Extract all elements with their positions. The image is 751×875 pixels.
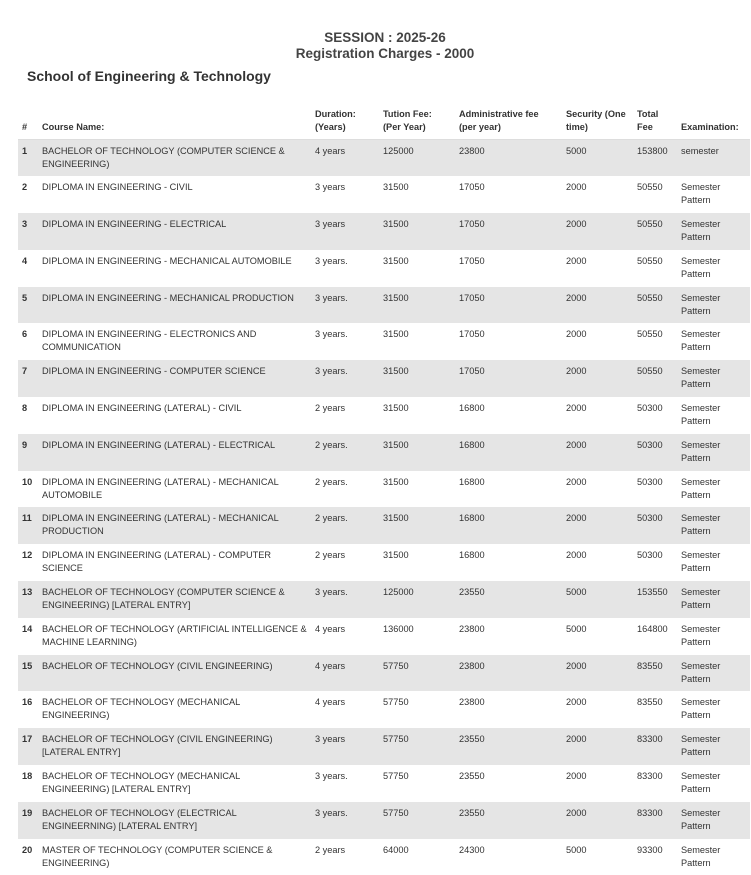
cell-exam: Semester Pattern: [681, 476, 721, 500]
cell-total: 50300: [637, 403, 663, 414]
cell-course: BACHELOR OF TECHNOLOGY (COMPUTER SCIENCE & ENGINEERING) [LATERAL ENTRY]: [42, 587, 285, 611]
col-header-admin: Administrative fee (per year): [455, 104, 562, 140]
cell-security: 2000: [566, 734, 587, 745]
cell-admin: 16800: [459, 439, 485, 450]
table-row: [18, 360, 750, 397]
cell-total: 83550: [637, 660, 663, 671]
cell-tuition: 31500: [383, 550, 409, 561]
cell-total: 50550: [637, 219, 663, 230]
cell-duration: 4 years: [315, 623, 346, 634]
cell-num: 16: [22, 697, 33, 708]
table-row: [18, 213, 750, 250]
cell-admin: 23800: [459, 660, 485, 671]
cell-admin: 23800: [459, 623, 485, 634]
cell-exam: Semester Pattern: [681, 219, 721, 243]
cell-admin: 17050: [459, 366, 485, 377]
cell-num: 5: [22, 292, 28, 303]
cell-exam: Semester Pattern: [681, 697, 721, 721]
cell-admin: 24300: [459, 844, 485, 855]
cell-course: DIPLOMA IN ENGINEERING - COMPUTER SCIENCE: [42, 366, 266, 377]
table-row: [18, 250, 750, 287]
cell-exam: Semester Pattern: [681, 734, 721, 758]
cell-tuition: 31500: [383, 292, 409, 303]
cell-duration: 3 years.: [315, 587, 348, 598]
cell-tuition: 31500: [383, 476, 409, 487]
cell-tuition: 31500: [383, 366, 409, 377]
cell-total: 50300: [637, 550, 663, 561]
cell-admin: 17050: [459, 255, 485, 266]
cell-num: 14: [22, 623, 33, 634]
cell-total: 83300: [637, 734, 663, 745]
cell-num: 10: [22, 476, 33, 487]
cell-tuition: 136000: [383, 623, 414, 634]
cell-course: DIPLOMA IN ENGINEERING (LATERAL) - MECHANICAL AUTOMOBILE: [42, 476, 279, 500]
cell-course: DIPLOMA IN ENGINEERING - ELECTRICAL: [42, 219, 227, 230]
cell-total: 50550: [637, 366, 663, 377]
cell-tuition: 31500: [383, 182, 409, 193]
cell-exam: Semester Pattern: [681, 182, 721, 206]
cell-admin: 16800: [459, 513, 485, 524]
cell-duration: 3 years.: [315, 255, 348, 266]
cell-security: 5000: [566, 146, 587, 156]
fee-table: [18, 104, 750, 875]
cell-exam: Semester Pattern: [681, 844, 721, 868]
cell-security: 5000: [566, 623, 587, 634]
cell-num: 20: [22, 844, 33, 855]
table-row: [18, 839, 750, 875]
cell-exam: Semester Pattern: [681, 329, 721, 353]
cell-num: 18: [22, 771, 33, 782]
cell-duration: 4 years: [315, 660, 346, 671]
cell-security: 5000: [566, 844, 587, 855]
cell-duration: 3 years: [315, 182, 346, 193]
table-row: [18, 581, 750, 618]
table-row: [18, 618, 750, 655]
cell-total: 83300: [637, 771, 663, 782]
cell-num: 4: [22, 255, 28, 266]
cell-course: MASTER OF TECHNOLOGY (COMPUTER SCIENCE & ENGINEERING): [42, 844, 273, 868]
cell-total: 50550: [637, 329, 663, 340]
cell-duration: 2 years: [315, 403, 346, 414]
cell-course: BACHELOR OF TECHNOLOGY (CIVIL ENGINEERING) [LATERAL ENTRY]: [42, 734, 273, 758]
cell-num: 11: [22, 513, 32, 524]
cell-security: 2000: [566, 513, 587, 524]
cell-num: 1: [22, 146, 28, 156]
cell-course: BACHELOR OF TECHNOLOGY (MECHANICAL ENGINEERING) [LATERAL ENTRY]: [42, 771, 240, 795]
cell-course: DIPLOMA IN ENGINEERING (LATERAL) - MECHANICAL PRODUCTION: [42, 513, 279, 537]
cell-duration: 3 years: [315, 219, 346, 230]
cell-num: 12: [22, 550, 33, 561]
cell-total: 83300: [637, 807, 663, 818]
cell-security: 2000: [566, 219, 587, 230]
cell-security: 2000: [566, 439, 587, 450]
cell-security: 2000: [566, 329, 587, 340]
cell-total: 164800: [637, 623, 668, 634]
cell-security: 2000: [566, 292, 587, 303]
table-row: [18, 287, 750, 324]
table-row: [18, 140, 750, 177]
cell-admin: 17050: [459, 182, 485, 193]
cell-exam: Semester Pattern: [681, 292, 721, 316]
table-row: [18, 655, 750, 692]
cell-admin: 23550: [459, 734, 485, 745]
cell-tuition: 31500: [383, 255, 409, 266]
cell-tuition: 57750: [383, 807, 409, 818]
cell-total: 153800: [637, 146, 668, 156]
table-row: [18, 802, 750, 839]
cell-exam: Semester Pattern: [681, 623, 721, 647]
cell-exam: Semester Pattern: [681, 403, 721, 427]
cell-duration: 3 years.: [315, 807, 348, 818]
cell-exam: Semester Pattern: [681, 807, 721, 831]
cell-exam: Semester Pattern: [681, 366, 721, 390]
cell-admin: 23550: [459, 771, 485, 782]
cell-total: 50550: [637, 292, 663, 303]
cell-duration: 4 years: [315, 697, 346, 708]
cell-exam: Semester Pattern: [681, 513, 721, 537]
table-row: [18, 765, 750, 802]
cell-num: 9: [22, 439, 28, 450]
cell-exam: Semester Pattern: [681, 439, 721, 463]
cell-duration: 3 years.: [315, 329, 348, 340]
cell-course: DIPLOMA IN ENGINEERING - CIVIL: [42, 182, 193, 193]
cell-admin: 17050: [459, 329, 485, 340]
table-row: [18, 507, 750, 544]
cell-duration: 3 years.: [315, 366, 348, 377]
table-row: [18, 176, 750, 213]
cell-admin: 17050: [459, 292, 485, 303]
cell-tuition: 31500: [383, 219, 409, 230]
cell-course: DIPLOMA IN ENGINEERING (LATERAL) - CIVIL: [42, 403, 242, 414]
col-header-tuition: Tution Fee: (Per Year): [379, 104, 455, 140]
cell-admin: 23800: [459, 697, 485, 708]
cell-security: 2000: [566, 807, 587, 818]
cell-course: DIPLOMA IN ENGINEERING - ELECTRONICS AND COMMUNICATION: [42, 329, 257, 353]
cell-num: 19: [22, 807, 33, 818]
cell-duration: 3 years.: [315, 771, 348, 782]
cell-tuition: 57750: [383, 660, 409, 671]
cell-security: 2000: [566, 476, 587, 487]
cell-tuition: 31500: [383, 513, 409, 524]
cell-security: 2000: [566, 771, 587, 782]
col-header-total: Total Fee: [633, 104, 677, 140]
cell-num: 8: [22, 403, 28, 414]
cell-total: 93300: [637, 844, 663, 855]
cell-duration: 2 years.: [315, 439, 348, 450]
cell-num: 2: [22, 182, 28, 193]
cell-tuition: 57750: [383, 734, 409, 745]
cell-tuition: 57750: [383, 771, 409, 782]
col-header-course: Course Name:: [38, 104, 311, 140]
cell-total: 50550: [637, 255, 663, 266]
cell-num: 7: [22, 366, 28, 377]
cell-course: BACHELOR OF TECHNOLOGY (ELECTRICAL ENGINEERNING) [LATERAL ENTRY]: [42, 807, 237, 831]
cell-admin: 23550: [459, 807, 485, 818]
cell-security: 2000: [566, 403, 587, 414]
cell-num: 13: [22, 587, 33, 598]
cell-course: BACHELOR OF TECHNOLOGY (MECHANICAL ENGINEERING): [42, 697, 240, 721]
cell-admin: 16800: [459, 476, 485, 487]
cell-admin: 23550: [459, 587, 485, 598]
table-row: [18, 323, 750, 360]
cell-course: DIPLOMA IN ENGINEERING (LATERAL) - COMPUTER SCIENCE: [42, 550, 272, 574]
cell-total: 153550: [637, 587, 668, 598]
cell-exam: Semester Pattern: [681, 587, 721, 611]
cell-duration: 3 years.: [315, 292, 348, 303]
cell-security: 2000: [566, 255, 587, 266]
school-title: School of Engineering & Technology: [27, 68, 271, 84]
cell-admin: 16800: [459, 550, 485, 561]
cell-course: BACHELOR OF TECHNOLOGY (COMPUTER SCIENCE & ENGINEERING): [42, 146, 285, 169]
cell-tuition: 31500: [383, 439, 409, 450]
col-header-num: #: [18, 104, 38, 140]
col-header-exam: Examination:: [677, 104, 750, 140]
table-row: [18, 471, 750, 508]
cell-course: BACHELOR OF TECHNOLOGY (CIVIL ENGINEERING): [42, 660, 273, 671]
cell-course: DIPLOMA IN ENGINEERING (LATERAL) - ELECTRICAL: [42, 439, 276, 450]
session-title: SESSION : 2025-26: [324, 30, 446, 45]
cell-security: 2000: [566, 660, 587, 671]
cell-course: BACHELOR OF TECHNOLOGY (ARTIFICIAL INTELLIGENCE & MACHINE LEARNING): [42, 623, 307, 647]
table-row: [18, 544, 750, 581]
table-row: [18, 728, 750, 765]
cell-admin: 23800: [459, 146, 485, 156]
cell-tuition: 31500: [383, 403, 409, 414]
registration-charges: Registration Charges - 2000: [295, 46, 475, 61]
cell-total: 50550: [637, 182, 663, 193]
cell-tuition: 125000: [383, 146, 414, 156]
cell-admin: 16800: [459, 403, 485, 414]
cell-exam: Semester Pattern: [681, 771, 721, 795]
cell-total: 50300: [637, 439, 663, 450]
table-body: [18, 140, 750, 875]
cell-total: 50300: [637, 476, 663, 487]
cell-security: 2000: [566, 182, 587, 193]
cell-security: 2000: [566, 697, 587, 708]
cell-exam: Semester Pattern: [681, 255, 721, 279]
cell-duration: 2 years.: [315, 476, 348, 487]
cell-num: 6: [22, 329, 28, 340]
cell-duration: 4 years: [315, 146, 346, 156]
cell-total: 50300: [637, 513, 663, 524]
cell-num: 3: [22, 219, 28, 230]
cell-course: DIPLOMA IN ENGINEERING - MECHANICAL PRODUCTION: [42, 292, 294, 303]
table-row: [18, 691, 750, 728]
cell-total: 83550: [637, 697, 663, 708]
col-header-security: Security (One time): [562, 104, 633, 140]
cell-duration: 2 years.: [315, 513, 348, 524]
cell-exam: Semester Pattern: [681, 550, 721, 574]
cell-duration: 3 years: [315, 734, 346, 745]
cell-duration: 2 years: [315, 844, 346, 855]
cell-tuition: 57750: [383, 697, 409, 708]
cell-exam: semester: [681, 146, 719, 156]
cell-duration: 2 years: [315, 550, 346, 561]
cell-tuition: 125000: [383, 587, 414, 598]
cell-num: 17: [22, 734, 33, 745]
cell-tuition: 64000: [383, 844, 409, 855]
page-header: [0, 30, 751, 62]
table-row: [18, 434, 750, 471]
cell-security: 5000: [566, 587, 587, 598]
cell-admin: 17050: [459, 219, 485, 230]
table-row: [18, 397, 750, 434]
cell-num: 15: [22, 660, 33, 671]
cell-security: 2000: [566, 550, 587, 561]
cell-tuition: 31500: [383, 329, 409, 340]
cell-security: 2000: [566, 366, 587, 377]
cell-course: DIPLOMA IN ENGINEERING - MECHANICAL AUTOMOBILE: [42, 255, 292, 266]
col-header-duration: Duration: (Years): [311, 104, 379, 140]
table-header-row: [18, 104, 750, 140]
cell-exam: Semester Pattern: [681, 660, 721, 684]
